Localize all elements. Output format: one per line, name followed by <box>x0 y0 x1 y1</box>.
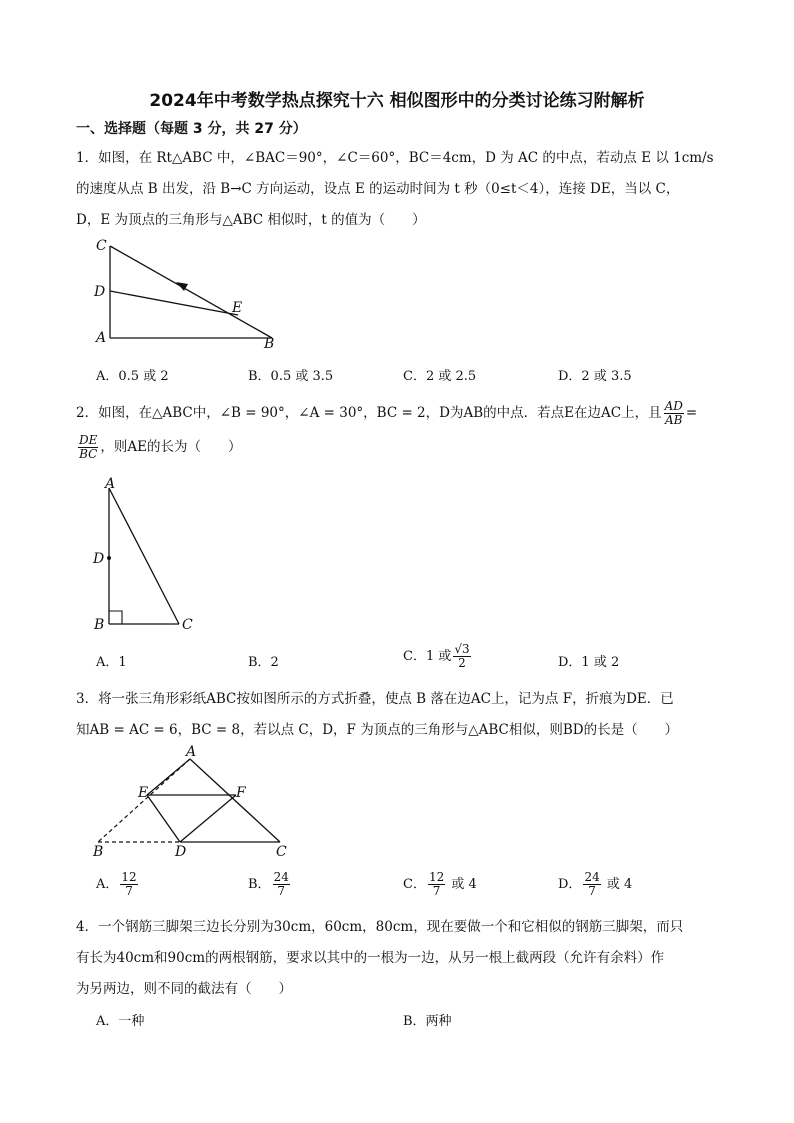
q3-option-b-prefix: B． <box>248 877 271 892</box>
q4-line1: 4．一个钢筋三脚架三边长分别为30cm，60cm，80cm，现在要做一个和它相似的钢筋三脚架，而只 <box>76 919 684 935</box>
q2-option-a[interactable]: A．1 <box>96 655 127 670</box>
q3-option-d-suffix: 或 4 <box>606 877 633 892</box>
q3-label-c: C <box>276 844 287 860</box>
q3-segment-df <box>180 795 236 842</box>
q3-option-d[interactable] <box>558 871 632 898</box>
q3-option-b[interactable] <box>248 871 292 898</box>
q2-option-c-frac: $\frac{√3}{2}$ <box>454 642 470 670</box>
q3-figure <box>90 745 300 860</box>
q2-point-d <box>107 556 111 560</box>
q3-label-d: D <box>175 844 187 860</box>
q3-label-a: A <box>186 744 197 760</box>
q3-option-a[interactable] <box>96 871 140 898</box>
q2-label-b: B <box>94 617 105 633</box>
q3-label-b: B <box>93 844 104 860</box>
q2-label-c: C <box>182 617 193 633</box>
q2-option-d[interactable]: D．1 或 2 <box>558 655 620 670</box>
q1-label-c: C <box>96 238 107 254</box>
q4-line3: 为另两边，则不同的截法有（ ） <box>76 981 292 997</box>
q1-figure <box>90 238 290 353</box>
q4-line2: 有长为40cm和90cm的两根钢筋，要求以其中的一根为一边，从另一根上截两段（允许有余料）作 <box>76 950 665 966</box>
q1-label-d: D <box>94 284 106 300</box>
q2-line2-text: ，则AE的长为（ ） <box>100 439 242 455</box>
q1-option-a[interactable]: A．0.5 或 2 <box>96 369 169 384</box>
q2-option-b[interactable]: B．2 <box>248 655 279 670</box>
q3-option-b-frac: $\frac{24}{7}$ <box>273 870 289 898</box>
q3-option-c-frac: $\frac{12}{7}$ <box>428 870 445 898</box>
q2-option-c[interactable] <box>403 643 473 670</box>
q2-segment-ac <box>109 488 179 624</box>
section-heading: 一、选择题（每题 3 分，共 27 分） <box>76 121 307 137</box>
q3-segment-ae <box>147 759 190 795</box>
q2-equals: = <box>685 405 698 421</box>
q3-option-d-prefix: D． <box>558 877 582 892</box>
q2-figure <box>90 474 210 634</box>
q3-option-c-prefix: C． <box>403 877 426 892</box>
q3-option-a-frac: $\frac{12}{7}$ <box>121 870 137 898</box>
q3-option-d-frac: $\frac{24}{7}$ <box>584 870 600 898</box>
q2-line1 <box>76 400 697 427</box>
q4-option-a[interactable]: A．一种 <box>96 1014 145 1029</box>
q3-segment-ac <box>190 759 280 842</box>
q3-label-f: F <box>236 785 246 801</box>
q3-label-e: E <box>138 785 149 801</box>
q2-line2 <box>76 434 242 461</box>
q1-option-c[interactable]: C．2 或 2.5 <box>403 369 477 384</box>
q1-segment-cb <box>110 246 272 338</box>
q2-option-c-prefix: C．1 或 <box>403 649 452 664</box>
q3-option-a-prefix: A． <box>96 877 119 892</box>
q2-label-a: A <box>105 476 116 492</box>
q3-line2: 知AB = AC = 6，BC = 8，若以点 C，D，F 为顶点的三角形与△ABC相似，则BD的长是（ ） <box>76 722 679 738</box>
q2-frac-ad-ab: $\frac{AD}{AB}$ <box>664 399 683 427</box>
q3-line1: 3．将一张三角形彩纸ABC按如图所示的方式折叠，使点 B 落在边AC上，记为点 F，折痕为DE．已 <box>76 691 674 707</box>
q1-segment-de <box>110 291 238 315</box>
q3-option-c[interactable] <box>403 871 477 898</box>
q1-label-a: A <box>96 330 107 346</box>
q1-option-b[interactable]: B．0.5 或 3.5 <box>248 369 334 384</box>
q1-label-b: B <box>264 336 275 352</box>
page-title: 2024年中考数学热点探究十六 相似图形中的分类讨论练习附解析 <box>149 91 645 111</box>
q3-option-c-suffix: 或 4 <box>451 877 477 892</box>
q1-line2: 的速度从点 B 出发，沿 B→C 方向运动，设点 E 的运动时间为 t 秒（0≤t＜4），连接 DE，当以 C， <box>76 181 680 197</box>
q4-option-b[interactable]: B．两种 <box>403 1014 452 1029</box>
q3-segment-ed <box>147 795 180 842</box>
q1-line3: D，E 为顶点的三角形与△ABC 相似时，t 的值为（ ） <box>76 212 426 228</box>
q1-option-d[interactable]: D．2 或 3.5 <box>558 369 632 384</box>
q2-frac-de-bc: $\frac{DE}{BC}$ <box>79 433 98 461</box>
q2-line1-text: 2．如图，在△ABC中，∠B = 90°，∠A = 30°，BC = 2，D为AB的中点．若点E在边AC上，且 <box>76 405 662 421</box>
q1-line1: 1．如图，在 Rt△ABC 中，∠BAC＝90°，∠C＝60°，BC＝4cm，D 为 AC 的中点，若动点 E 以 1cm/s <box>76 150 714 166</box>
q2-right-angle-icon <box>109 611 122 624</box>
q2-label-d: D <box>93 551 105 567</box>
q1-label-e: E <box>232 300 243 316</box>
